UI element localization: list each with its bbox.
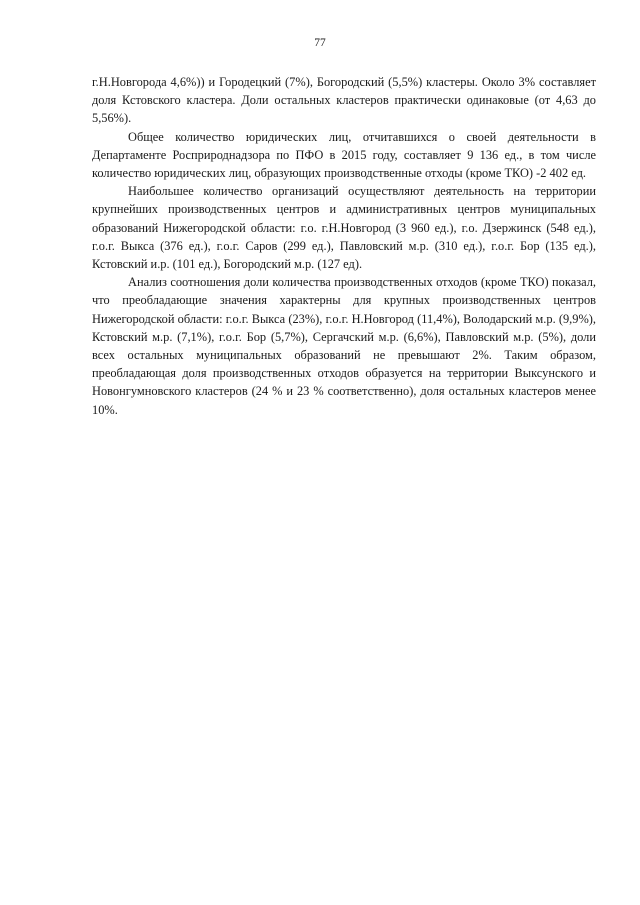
paragraph-cluster-shares: г.Н.Новгорода 4,6%)) и Городецкий (7%), Богородский (5,5%) кластеры. Около 3% составляет доля Кстовского кластера. Доли остальных кластеров практически одинаковые (от 4,63 до 5,56%). bbox=[92, 75, 596, 126]
paragraph-waste-share-analysis: Анализ соотношения доли количества производственных отходов (кроме ТКО) показал, что преобладающие значения характерны для крупных производственных центров Нижегородской области: г.о.г. Выкса (23%), г.о.г. Н.Новгород (11,4%), Володарский м.р. (9,9%), Кстовский м.р. (7,1%), г.о.г. Бор (5,7%), Сергачский м.р. (6,6%), Павловский м.р. (5%), доли всех остальных муниципальных образований не превышают 2%. Таким образом, преобладающая доля производственных отходов образуется на территории Выксунского и Новонгумновского кластеров (24 % и 23 % соответственно), доля остальных кластеров менее 10%. bbox=[92, 275, 596, 417]
paragraph-legal-entities-count: Общее количество юридических лиц, отчитавшихся о своей деятельности в Департаменте Росприроднадзора по ПФО в 2015 году, составляет 9 136 ед., в том числе количество юридических лиц, образующих производственные отходы (кроме ТКО) -2 402 ед. bbox=[92, 129, 596, 181]
page-number: 77 bbox=[314, 37, 326, 49]
document-body bbox=[92, 73, 596, 419]
paragraph-organizations-distribution: Наибольшее количество организаций осуществляют деятельность на территории крупнейших производственных центров и административных центров муниципальных образований Нижегородской области: г.о. г.Н.Новгород (3 960 ед.), г.о. Дзержинск (548 ед.), г.о.г. Выкса (376 ед.), г.о.г. Саров (299 ед.), Павловский м.р. (310 ед.), г.о.г. Бор (135 ед.), Кстовский и.р. (101 ед.), Богородский м.р. (127 ед). bbox=[92, 184, 596, 272]
